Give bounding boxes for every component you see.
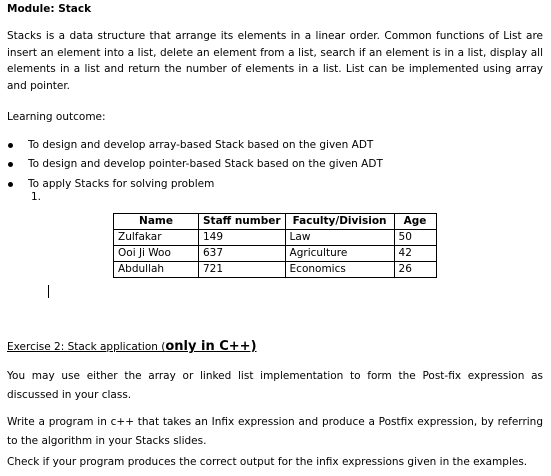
cell-staff-number: 637 xyxy=(199,246,286,262)
learning-outcome-list xyxy=(7,136,383,194)
exercise-paragraph-3: Check if your program produces the correct output for the infix expressions given in the examples. xyxy=(7,456,528,468)
table-row xyxy=(114,262,437,278)
bullet-icon xyxy=(8,143,13,148)
intro-paragraph: Stacks is a data structure that arrange its elements in a linear order. Common functions of List are insert an element into a list, delete an element from a list, search if an element is in a list, display all elements in a list and return the number of elements in a list. List can be implemented using array and pointer. xyxy=(7,30,543,92)
cell-faculty: Law xyxy=(285,230,394,246)
bullet-icon xyxy=(8,162,13,167)
bullet-icon xyxy=(8,182,13,187)
outcome-item xyxy=(7,175,383,194)
cell-age: 42 xyxy=(394,246,436,262)
cell-name: Abdullah xyxy=(114,262,199,278)
outcome-item xyxy=(7,136,383,155)
outcome-item xyxy=(7,155,383,174)
column-header-faculty: Faculty/Division xyxy=(285,214,394,230)
text-cursor[interactable] xyxy=(48,285,49,298)
cell-name: Zulfakar xyxy=(114,230,199,246)
cell-faculty: Agriculture xyxy=(285,246,394,262)
cell-staff-number: 721 xyxy=(199,262,286,278)
exercise-heading xyxy=(7,339,257,354)
cell-staff-number: 149 xyxy=(199,230,286,246)
exercise-paragraph-2: Write a program in c++ that takes an Infix expression and produce a Postfix expression, by referring to the algorithm in your Stacks slides. xyxy=(7,416,543,448)
table-row xyxy=(114,246,437,262)
cell-age: 26 xyxy=(394,262,436,278)
module-title: Module: Stack xyxy=(7,3,92,15)
column-header-age: Age xyxy=(394,214,436,230)
numbered-list-marker: 1. xyxy=(31,191,42,203)
cell-name: Ooi Ji Woo xyxy=(114,246,199,262)
column-header-staff-number: Staff number xyxy=(199,214,286,230)
staff-table xyxy=(113,213,437,278)
table-row xyxy=(114,230,437,246)
exercise-heading-text: Exercise 2: Stack application ( xyxy=(7,341,166,353)
column-header-name: Name xyxy=(114,214,199,230)
learning-outcome-label: Learning outcome: xyxy=(7,111,106,123)
exercise-heading-emphasis: only in C++) xyxy=(165,339,257,354)
outcome-text: To apply Stacks for solving problem xyxy=(28,177,215,190)
cell-faculty: Economics xyxy=(285,262,394,278)
outcome-text: To design and develop array-based Stack based on the given ADT xyxy=(28,139,374,151)
table-header-row xyxy=(114,214,437,230)
outcome-text: To design and develop pointer-based Stack based on the given ADT xyxy=(28,158,383,171)
cell-age: 50 xyxy=(394,230,436,246)
exercise-paragraph-1: You may use either the array or linked list implementation to form the Post-fix expression as discussed in your class. xyxy=(7,370,543,402)
